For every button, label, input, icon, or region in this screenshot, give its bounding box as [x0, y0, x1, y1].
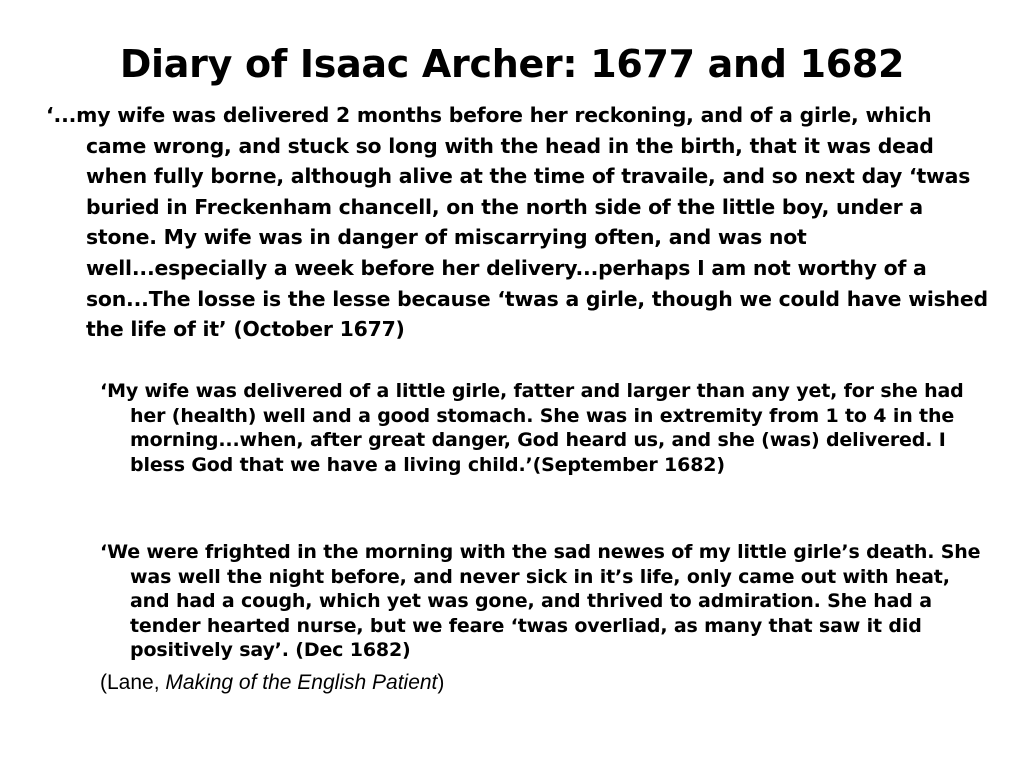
citation-prefix: (Lane, [100, 671, 166, 694]
citation-book-title: Making of the English Patient [165, 671, 438, 694]
quote-december-1682: ‘We were frighted in the morning with the sad newes of my little girle’s death. She was well the night before, and never sick in it’s life, only came out with heat, and had a cough, which yet was gone, and thrived to admiration. She had a tender hearted nurse, but we feare ‘twas overliad, as many that saw it did positively say’. (Dec 1682) [100, 541, 981, 662]
citation-suffix: ) [437, 671, 445, 694]
slide-title: Diary of Isaac Archer: 1677 and 1682 [119, 42, 905, 86]
source-citation [100, 669, 444, 697]
quote-october-1677: ‘...my wife was delivered 2 months before her reckoning, and of a girle, which came wrong, and stuck so long with the head in the birth, that it was dead when fully borne, although alive at the time of travaile, and so next day ‘twas buried in Freckenham chancell, on the north side of the little boy, under a stone. My wife was in danger of miscarrying often, and was not well...especially a week before her delivery...perhaps I am not worthy of a son...The losse is the lesse because ‘twas a girle, though we could have wished the life of it’ (October 1677) [46, 103, 988, 342]
quote-september-1682: ‘My wife was delivered of a little girle, fatter and larger than any yet, for she had her (health) well and a good stomach. She was in extremity from 1 to 4 in the morning...when, after great danger, God heard us, and she (was) delivered. I bless God that we have a living child.’(September 1682) [100, 380, 964, 476]
